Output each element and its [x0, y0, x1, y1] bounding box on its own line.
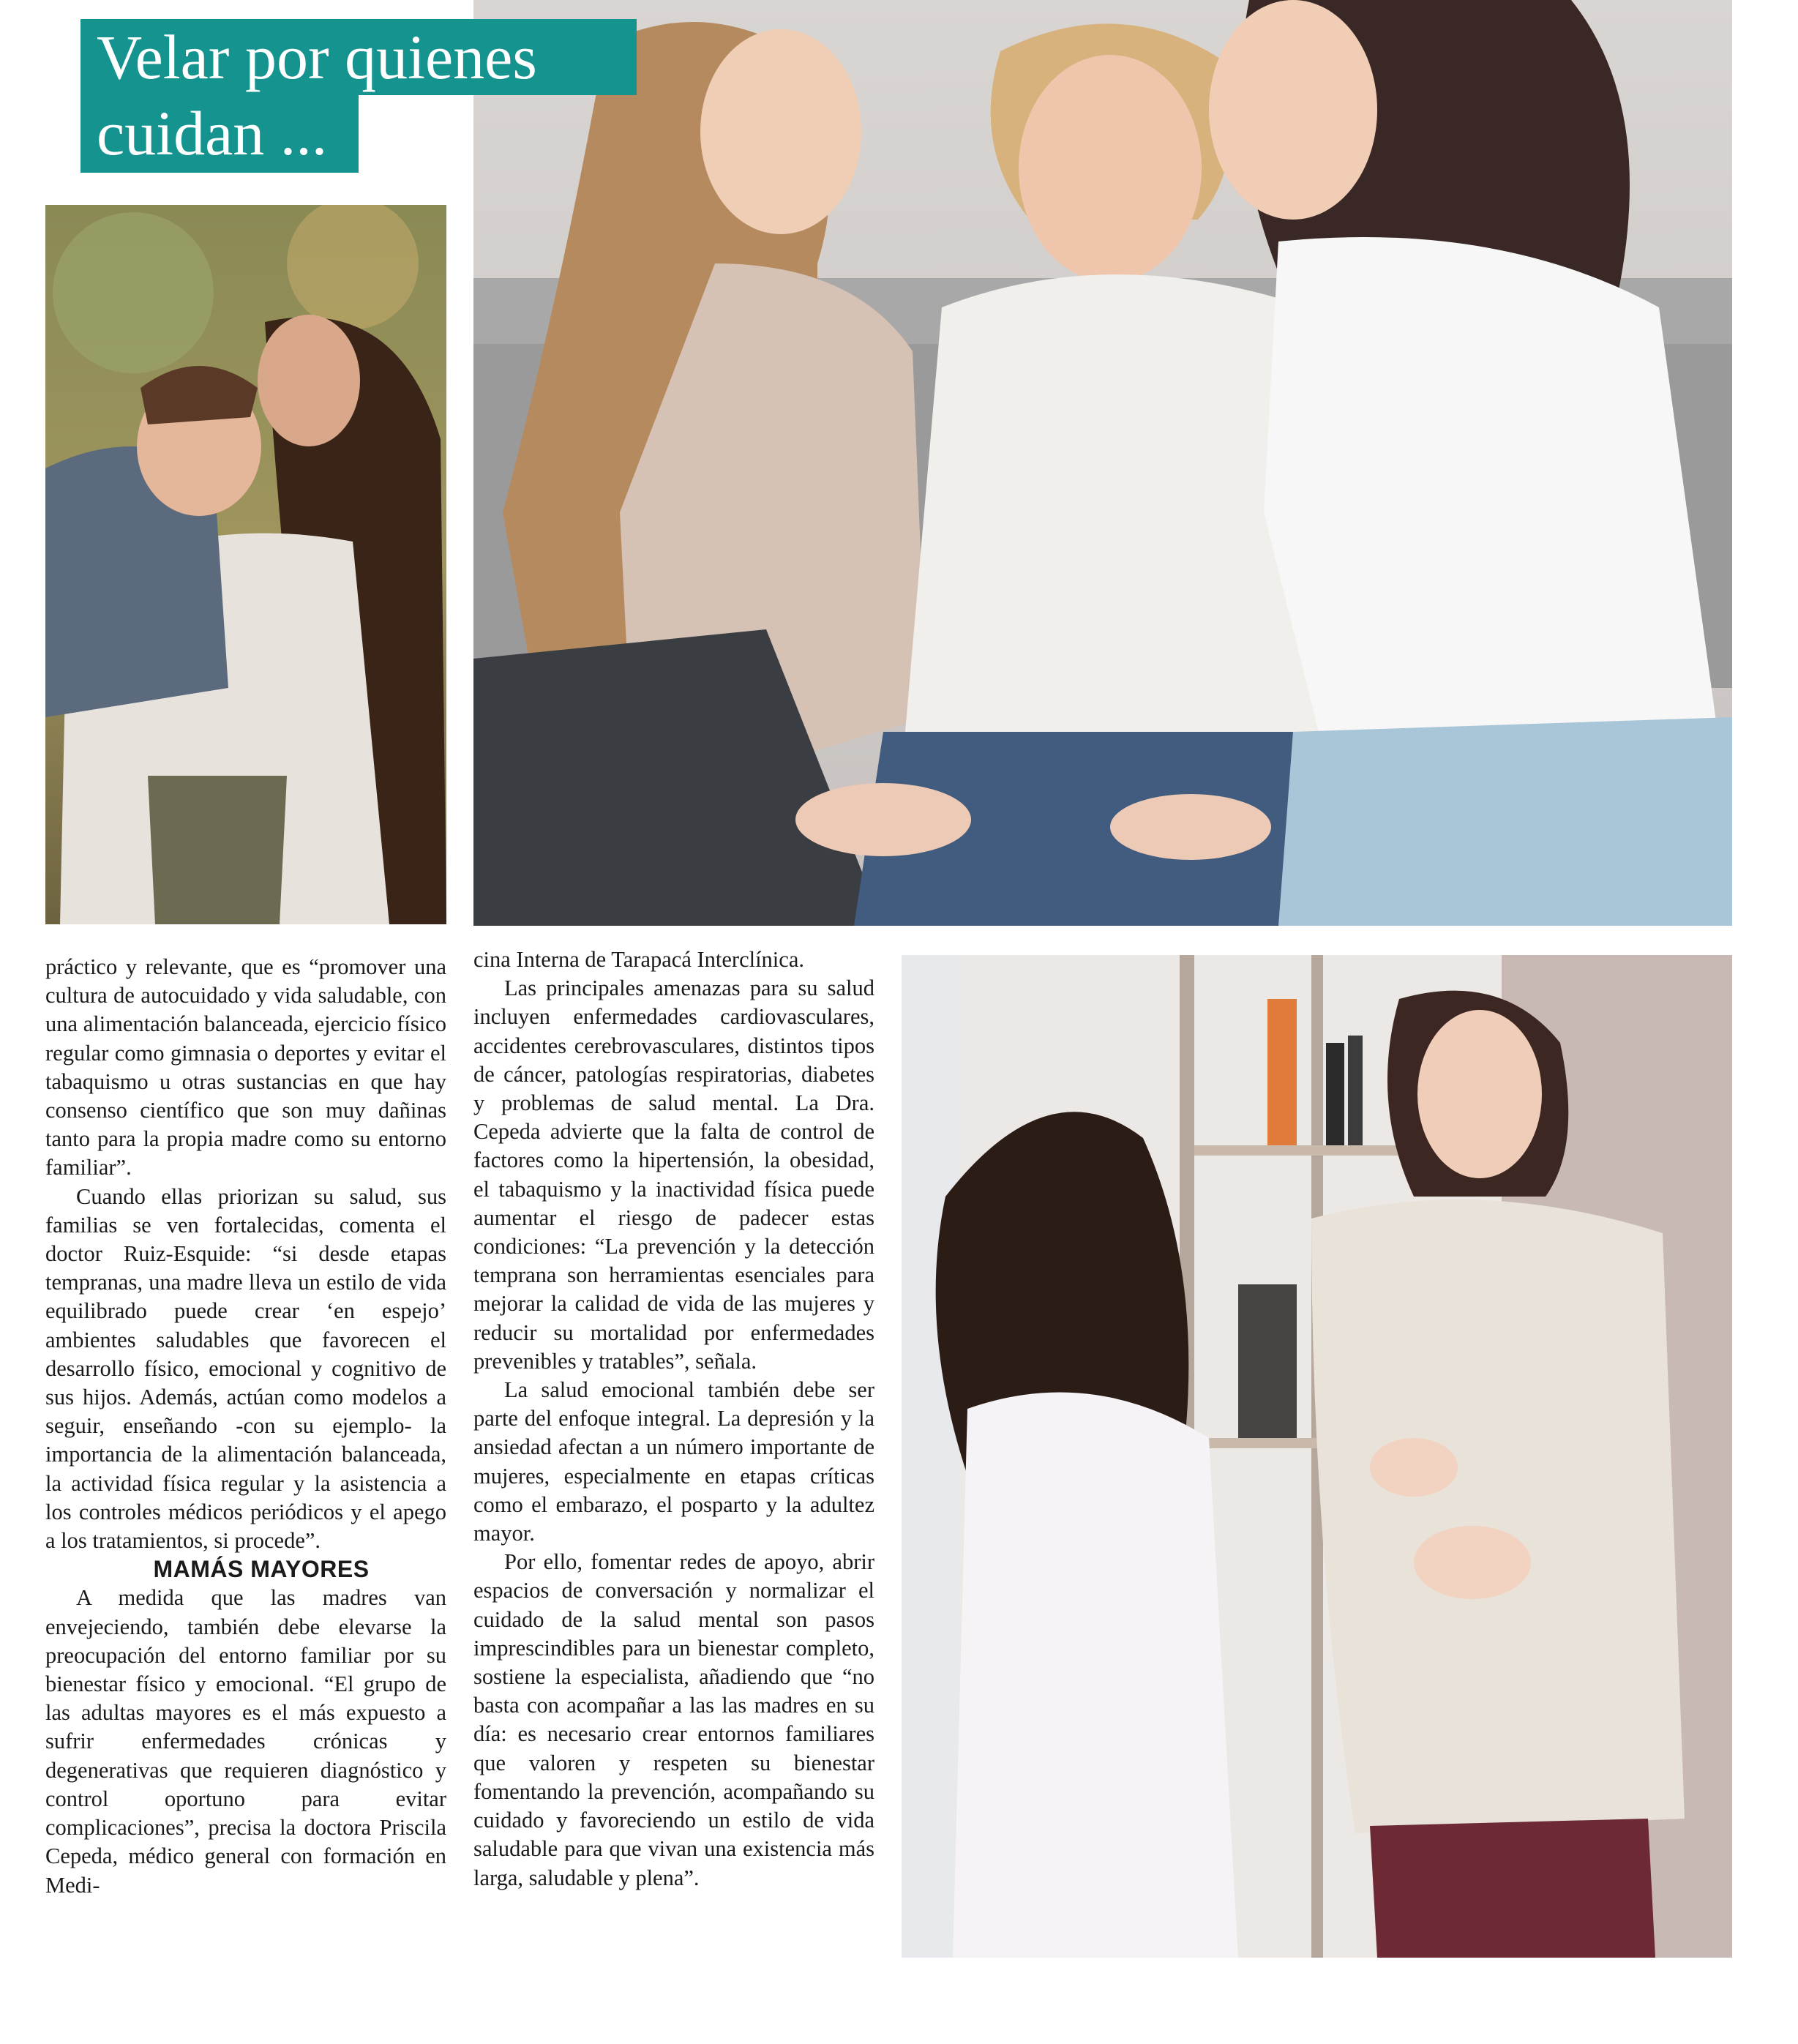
headline-line-2: cuidan ... [80, 95, 359, 173]
col1-paragraph-3: A medida que las madres van envejeciendo, también debe elevarse la preocupación del entorno familiar por su bienestar físico y emocional. “El grupo de las adultas mayores es el más expuesto a sufrir enfermedades crónicas y degenerativas que requieren diagnóstico y control oportuno para evitar complicaciones”, precisa la doctora Priscila Cepeda, médico general con formación en Medi- [45, 1585, 446, 1898]
subheading-mamas-mayores: MAMÁS MAYORES [153, 1556, 370, 1583]
col2-paragraph-4: Por ello, fomentar redes de apoyo, abrir espacios de conversación y normalizar el cuidado de la salud mental son pasos imprescindibles para un bienestar completo, sostiene la especialista, añadiendo que “no basta con acompañar a las las madres en su día: es necesario crear entornos familiares que valoren y respeten su bienestar fomentando la prevención, acompañando su cuidado y favoreciendo un estilo de vida saludable para que vivan una existencia más larga, saludable y plena”. [473, 1549, 874, 1890]
photo-mother-and-son [45, 205, 446, 924]
col1-paragraph-1: práctico y relevante, que es “promover una cultura de autocuidado y vida saludable, con una alimentación balanceada, ejercicio físico regular como gimnasia o deportes y evitar el tabaquismo u otras sustancias en que hay consenso científico que son muy dañinas tanto para la propia madre como su entorno familiar”. [45, 954, 446, 1180]
article-column-2 [473, 946, 874, 1893]
col2-paragraph-2: Las principales amenazas para su salud incluyen enfermedades cardiovasculares, accidentes cerebrovasculares, distintos tipos de cáncer, patologías respiratorias, diabetes y problemas de salud mental. La Dra. Cepeda advierte que la falta de control de factores como la hipertensión, la obesidad, el tabaquismo y la inactividad física puede aumentar el riesgo de padecer estas condiciones: “La prevención y la detección temprana son herramientas esenciales para mejorar la calidad de vida de las mujeres y reducir su mortalidad por enfermedades prevenibles y tratables”, señala. [473, 976, 874, 1374]
article-column-1 [45, 953, 446, 1900]
col2-paragraph-1: cina Interna de Tarapacá Interclínica. [473, 947, 804, 972]
col1-paragraph-2: Cuando ellas priorizan su salud, sus familias se ven fortalecidas, comenta el doctor Ruiz-Esquide: “si desde etapas tempranas, una madre lleva un estilo de vida equilibrado puede crear ‘en espejo’ ambientes saludables que favorecen el desarrollo físico, emocional y cognitivo de sus hijos. Además, actúan como modelos a seguir, enseñando -con su ejemplo- la importancia de la alimentación balanceada, la actividad física regular y la asistencia a los controles médicos periódicos y el apego a los tratamientos, si procede”. [45, 1183, 446, 1554]
col2-paragraph-3: La salud emocional también debe ser parte del enfoque integral. La depresión y la ansiedad afectan a un número importante de mujeres, especialmente en etapas críticas como el embarazo, el posparto y la adultez mayor. [473, 1377, 874, 1546]
photo-three-generations-women [473, 0, 1732, 926]
photo-doctor-patient [902, 955, 1732, 1958]
headline-line-1: Velar por quienes [80, 19, 637, 95]
